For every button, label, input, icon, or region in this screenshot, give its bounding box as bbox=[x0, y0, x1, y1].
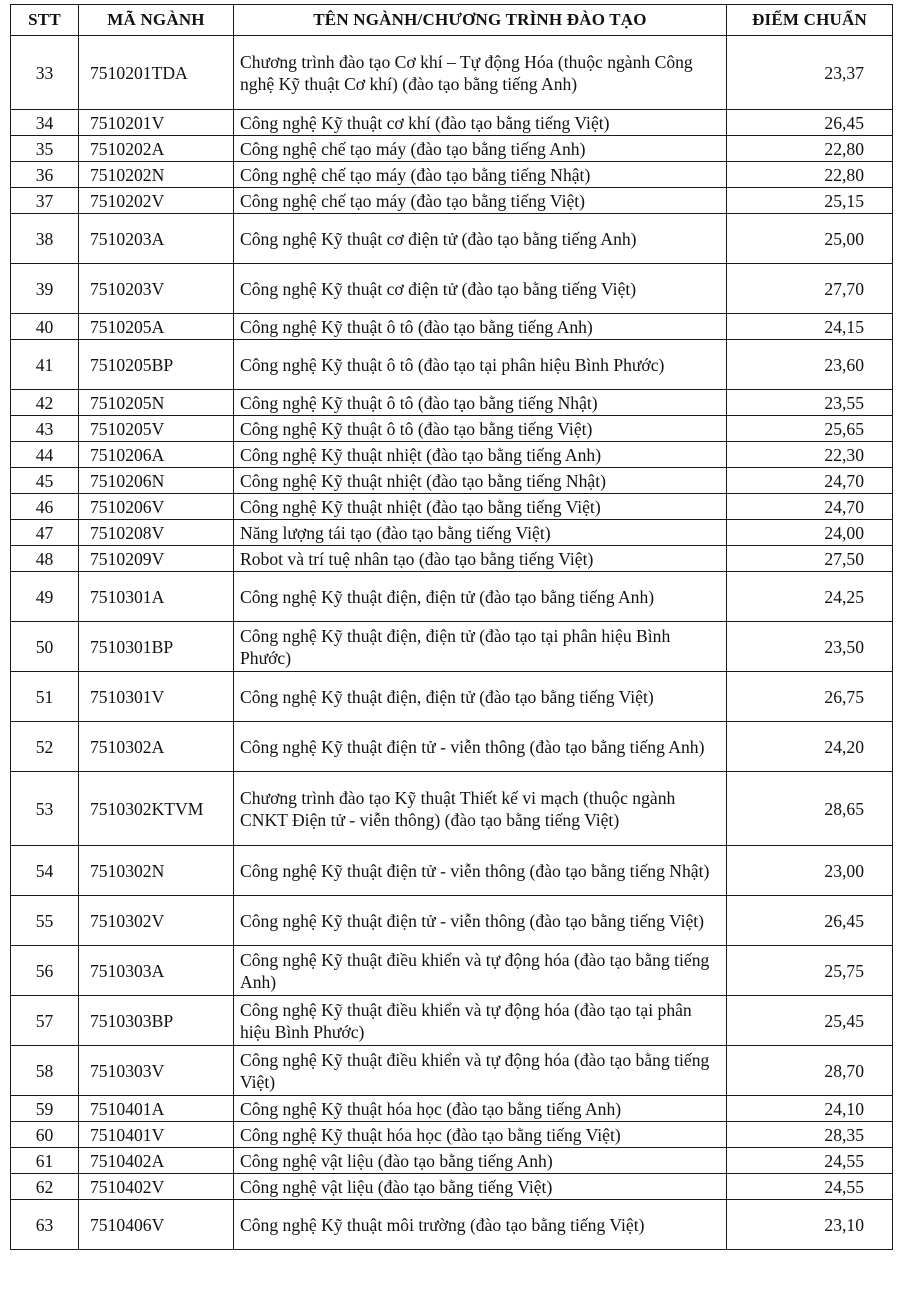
cell-stt: 44 bbox=[11, 442, 79, 468]
cell-code: 7510301BP bbox=[79, 622, 234, 672]
table-body bbox=[11, 36, 893, 1250]
cell-name: Công nghệ chế tạo máy (đào tạo bằng tiếng Anh) bbox=[234, 136, 727, 162]
cell-code: 7510302N bbox=[79, 846, 234, 896]
cell-stt: 50 bbox=[11, 622, 79, 672]
table-row bbox=[11, 1096, 893, 1122]
cell-score: 24,20 bbox=[727, 722, 893, 772]
table-row bbox=[11, 722, 893, 772]
cell-code: 7510205N bbox=[79, 390, 234, 416]
cell-code: 7510406V bbox=[79, 1200, 234, 1250]
cell-name: Công nghệ Kỹ thuật ô tô (đào tạo bằng tiếng Việt) bbox=[234, 416, 727, 442]
cell-score: 25,00 bbox=[727, 214, 893, 264]
cell-stt: 43 bbox=[11, 416, 79, 442]
cell-score: 27,70 bbox=[727, 264, 893, 314]
cell-score: 24,70 bbox=[727, 494, 893, 520]
cell-stt: 45 bbox=[11, 468, 79, 494]
cell-stt: 63 bbox=[11, 1200, 79, 1250]
cell-score: 23,60 bbox=[727, 340, 893, 390]
cell-code: 7510201V bbox=[79, 110, 234, 136]
cell-name: Công nghệ Kỹ thuật điện, điện tử (đào tạo tại phân hiệu Bình Phước) bbox=[234, 622, 727, 672]
cell-name: Công nghệ Kỹ thuật điện tử - viễn thông (đào tạo bằng tiếng Việt) bbox=[234, 896, 727, 946]
table-row bbox=[11, 672, 893, 722]
cell-code: 7510206A bbox=[79, 442, 234, 468]
cell-code: 7510402A bbox=[79, 1148, 234, 1174]
cell-code: 7510303V bbox=[79, 1046, 234, 1096]
table-row bbox=[11, 494, 893, 520]
cell-stt: 58 bbox=[11, 1046, 79, 1096]
cell-stt: 61 bbox=[11, 1148, 79, 1174]
cell-code: 7510205A bbox=[79, 314, 234, 340]
cell-code: 7510301A bbox=[79, 572, 234, 622]
cell-score: 24,00 bbox=[727, 520, 893, 546]
cell-stt: 53 bbox=[11, 772, 79, 846]
cell-score: 22,80 bbox=[727, 162, 893, 188]
table-row bbox=[11, 572, 893, 622]
cell-score: 28,70 bbox=[727, 1046, 893, 1096]
cell-name: Công nghệ Kỹ thuật ô tô (đào tạo bằng tiếng Nhật) bbox=[234, 390, 727, 416]
cell-code: 7510206N bbox=[79, 468, 234, 494]
cell-name: Công nghệ chế tạo máy (đào tạo bằng tiếng Nhật) bbox=[234, 162, 727, 188]
cell-name: Công nghệ Kỹ thuật điện tử - viễn thông (đào tạo bằng tiếng Nhật) bbox=[234, 846, 727, 896]
cell-score: 27,50 bbox=[727, 546, 893, 572]
cell-name: Công nghệ Kỹ thuật hóa học (đào tạo bằng tiếng Việt) bbox=[234, 1122, 727, 1148]
cell-stt: 48 bbox=[11, 546, 79, 572]
table-row bbox=[11, 896, 893, 946]
cell-stt: 60 bbox=[11, 1122, 79, 1148]
cell-code: 7510402V bbox=[79, 1174, 234, 1200]
cell-name: Công nghệ Kỹ thuật điện tử - viễn thông (đào tạo bằng tiếng Anh) bbox=[234, 722, 727, 772]
cell-code: 7510302V bbox=[79, 896, 234, 946]
cell-code: 7510301V bbox=[79, 672, 234, 722]
table-row bbox=[11, 846, 893, 896]
table-row bbox=[11, 996, 893, 1046]
cell-name: Công nghệ Kỹ thuật nhiệt (đào tạo bằng tiếng Anh) bbox=[234, 442, 727, 468]
cell-stt: 51 bbox=[11, 672, 79, 722]
table-row bbox=[11, 546, 893, 572]
table-row bbox=[11, 340, 893, 390]
cell-stt: 38 bbox=[11, 214, 79, 264]
cell-stt: 33 bbox=[11, 36, 79, 110]
cell-code: 7510401A bbox=[79, 1096, 234, 1122]
cell-name: Công nghệ Kỹ thuật nhiệt (đào tạo bằng tiếng Việt) bbox=[234, 494, 727, 520]
table-row bbox=[11, 136, 893, 162]
cell-name: Công nghệ chế tạo máy (đào tạo bằng tiếng Việt) bbox=[234, 188, 727, 214]
header-stt: STT bbox=[11, 5, 79, 36]
cell-name: Công nghệ Kỹ thuật điều khiển và tự động hóa (đào tạo bằng tiếng Anh) bbox=[234, 946, 727, 996]
table-row bbox=[11, 390, 893, 416]
cell-stt: 39 bbox=[11, 264, 79, 314]
cell-score: 24,55 bbox=[727, 1174, 893, 1200]
cell-code: 7510202A bbox=[79, 136, 234, 162]
cell-name: Năng lượng tái tạo (đào tạo bằng tiếng Việt) bbox=[234, 520, 727, 546]
cell-name: Công nghệ vật liệu (đào tạo bằng tiếng Anh) bbox=[234, 1148, 727, 1174]
cell-code: 7510302KTVM bbox=[79, 772, 234, 846]
cell-score: 23,37 bbox=[727, 36, 893, 110]
table-row bbox=[11, 1200, 893, 1250]
cell-score: 26,45 bbox=[727, 110, 893, 136]
cell-name: Chương trình đào tạo Cơ khí – Tự động Hóa (thuộc ngành Công nghệ Kỹ thuật Cơ khí) (đào tạo bằng tiếng Anh) bbox=[234, 36, 727, 110]
table-row bbox=[11, 1122, 893, 1148]
cell-code: 7510201TDA bbox=[79, 36, 234, 110]
table-row bbox=[11, 214, 893, 264]
cell-stt: 36 bbox=[11, 162, 79, 188]
table-row bbox=[11, 468, 893, 494]
cell-score: 24,10 bbox=[727, 1096, 893, 1122]
cell-name: Công nghệ Kỹ thuật điện, điện tử (đào tạo bằng tiếng Anh) bbox=[234, 572, 727, 622]
cell-stt: 37 bbox=[11, 188, 79, 214]
cell-stt: 47 bbox=[11, 520, 79, 546]
cell-score: 23,55 bbox=[727, 390, 893, 416]
table-row bbox=[11, 188, 893, 214]
cell-name: Công nghệ Kỹ thuật nhiệt (đào tạo bằng tiếng Nhật) bbox=[234, 468, 727, 494]
cell-score: 22,80 bbox=[727, 136, 893, 162]
cell-code: 7510209V bbox=[79, 546, 234, 572]
cell-score: 23,50 bbox=[727, 622, 893, 672]
cell-stt: 62 bbox=[11, 1174, 79, 1200]
cell-code: 7510205BP bbox=[79, 340, 234, 390]
cell-score: 28,35 bbox=[727, 1122, 893, 1148]
table-row bbox=[11, 110, 893, 136]
header-name: TÊN NGÀNH/CHƯƠNG TRÌNH ĐÀO TẠO bbox=[234, 5, 727, 36]
cell-score: 24,55 bbox=[727, 1148, 893, 1174]
table-row bbox=[11, 622, 893, 672]
table-row bbox=[11, 1174, 893, 1200]
cell-name: Công nghệ Kỹ thuật điều khiển và tự động hóa (đào tạo bằng tiếng Việt) bbox=[234, 1046, 727, 1096]
cell-code: 7510303A bbox=[79, 946, 234, 996]
cell-code: 7510302A bbox=[79, 722, 234, 772]
cell-code: 7510202V bbox=[79, 188, 234, 214]
cell-code: 7510203V bbox=[79, 264, 234, 314]
cell-score: 25,65 bbox=[727, 416, 893, 442]
cell-code: 7510202N bbox=[79, 162, 234, 188]
cell-score: 24,25 bbox=[727, 572, 893, 622]
cell-score: 23,00 bbox=[727, 846, 893, 896]
cell-stt: 46 bbox=[11, 494, 79, 520]
cell-score: 24,70 bbox=[727, 468, 893, 494]
cell-code: 7510401V bbox=[79, 1122, 234, 1148]
table-row bbox=[11, 264, 893, 314]
table-row bbox=[11, 946, 893, 996]
table-row bbox=[11, 442, 893, 468]
cell-stt: 41 bbox=[11, 340, 79, 390]
cell-score: 24,15 bbox=[727, 314, 893, 340]
table-row bbox=[11, 1148, 893, 1174]
table-row bbox=[11, 36, 893, 110]
cell-name: Chương trình đào tạo Kỹ thuật Thiết kế vi mạch (thuộc ngành CNKT Điện tử - viễn thông) (đào tạo bằng tiếng Việt) bbox=[234, 772, 727, 846]
cell-name: Robot và trí tuệ nhân tạo (đào tạo bằng tiếng Việt) bbox=[234, 546, 727, 572]
cell-stt: 57 bbox=[11, 996, 79, 1046]
table-row bbox=[11, 772, 893, 846]
cell-score: 25,75 bbox=[727, 946, 893, 996]
cell-stt: 40 bbox=[11, 314, 79, 340]
cell-name: Công nghệ Kỹ thuật cơ khí (đào tạo bằng tiếng Việt) bbox=[234, 110, 727, 136]
cell-code: 7510205V bbox=[79, 416, 234, 442]
cell-stt: 35 bbox=[11, 136, 79, 162]
cell-name: Công nghệ Kỹ thuật cơ điện tử (đào tạo bằng tiếng Việt) bbox=[234, 264, 727, 314]
cell-code: 7510303BP bbox=[79, 996, 234, 1046]
cell-code: 7510203A bbox=[79, 214, 234, 264]
header-score: ĐIỂM CHUẨN bbox=[727, 5, 893, 36]
cell-stt: 42 bbox=[11, 390, 79, 416]
cell-name: Công nghệ Kỹ thuật ô tô (đào tạo bằng tiếng Anh) bbox=[234, 314, 727, 340]
cell-name: Công nghệ Kỹ thuật điện, điện tử (đào tạo bằng tiếng Việt) bbox=[234, 672, 727, 722]
admission-score-table bbox=[10, 4, 893, 1250]
cell-score: 23,10 bbox=[727, 1200, 893, 1250]
table-row bbox=[11, 162, 893, 188]
table-header bbox=[11, 5, 893, 36]
cell-score: 25,15 bbox=[727, 188, 893, 214]
table-row bbox=[11, 314, 893, 340]
table-row bbox=[11, 416, 893, 442]
cell-stt: 49 bbox=[11, 572, 79, 622]
cell-stt: 59 bbox=[11, 1096, 79, 1122]
table-row bbox=[11, 1046, 893, 1096]
cell-stt: 55 bbox=[11, 896, 79, 946]
cell-name: Công nghệ Kỹ thuật điều khiển và tự động hóa (đào tạo tại phân hiệu Bình Phước) bbox=[234, 996, 727, 1046]
header-code: MÃ NGÀNH bbox=[79, 5, 234, 36]
cell-stt: 34 bbox=[11, 110, 79, 136]
table-row bbox=[11, 520, 893, 546]
cell-name: Công nghệ Kỹ thuật môi trường (đào tạo bằng tiếng Việt) bbox=[234, 1200, 727, 1250]
cell-score: 28,65 bbox=[727, 772, 893, 846]
cell-stt: 56 bbox=[11, 946, 79, 996]
cell-score: 25,45 bbox=[727, 996, 893, 1046]
cell-stt: 52 bbox=[11, 722, 79, 772]
cell-name: Công nghệ Kỹ thuật cơ điện tử (đào tạo bằng tiếng Anh) bbox=[234, 214, 727, 264]
cell-code: 7510208V bbox=[79, 520, 234, 546]
cell-stt: 54 bbox=[11, 846, 79, 896]
cell-name: Công nghệ Kỹ thuật ô tô (đào tạo tại phân hiệu Bình Phước) bbox=[234, 340, 727, 390]
cell-score: 26,75 bbox=[727, 672, 893, 722]
cell-score: 22,30 bbox=[727, 442, 893, 468]
cell-name: Công nghệ Kỹ thuật hóa học (đào tạo bằng tiếng Anh) bbox=[234, 1096, 727, 1122]
header-row bbox=[11, 5, 893, 36]
cell-code: 7510206V bbox=[79, 494, 234, 520]
cell-name: Công nghệ vật liệu (đào tạo bằng tiếng Việt) bbox=[234, 1174, 727, 1200]
cell-score: 26,45 bbox=[727, 896, 893, 946]
